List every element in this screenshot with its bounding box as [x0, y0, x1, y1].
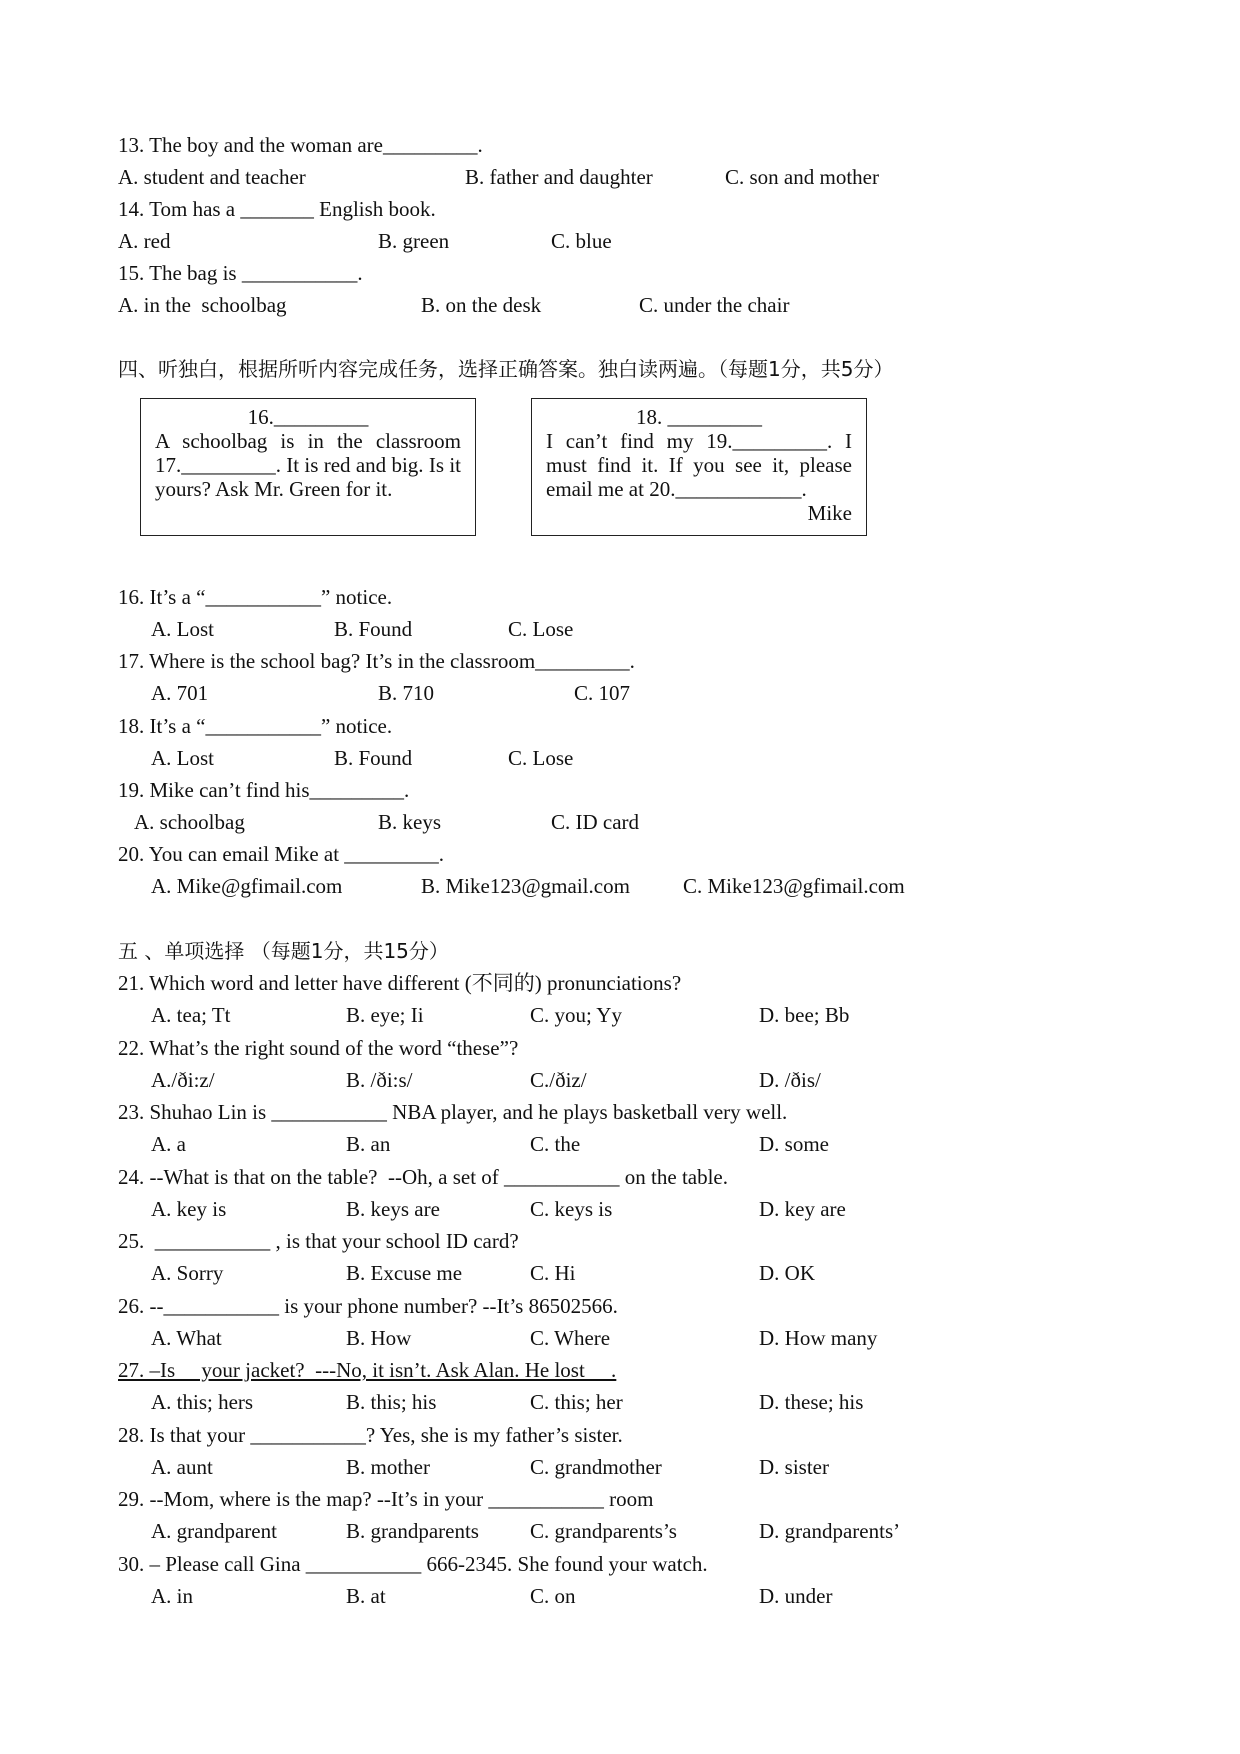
question-13-option-c: C. son and mother	[725, 165, 879, 189]
question-17-stem: 17. Where is the school bag? It’s in the classroom_________.	[118, 649, 635, 673]
question-29-option-d: D. grandparents’	[759, 1519, 901, 1543]
question-22-option-b: B. /ði:s/	[346, 1068, 413, 1092]
question-21-option-d: D. bee; Bb	[759, 1003, 850, 1027]
question-21-option-a: A. tea; Tt	[151, 1003, 231, 1027]
question-24-option-b: B. keys are	[346, 1197, 440, 1221]
question-18-option-c: C. Lose	[508, 746, 574, 770]
question-20-option-a: A. Mike@gfimail.com	[151, 874, 343, 898]
question-16-stem: 16. It’s a “___________” notice.	[118, 585, 393, 609]
part-5-heading: 五 、单项选择 （每题1分，共15分）	[118, 939, 449, 963]
question-18-option-b: B. Found	[334, 746, 413, 770]
question-26-option-b: B. How	[346, 1326, 412, 1350]
question-22-option-a: A./ði:z/	[151, 1068, 215, 1092]
question-30-option-b: B. at	[346, 1584, 386, 1608]
part-4-heading: 四、听独白，根据所听内容完成任务，选择正确答案。独白读两遍。（每题1分，共5分）	[118, 357, 894, 381]
question-16-option-a: A. Lost	[151, 617, 214, 641]
question-29-option-c: C. grandparents’s	[530, 1519, 677, 1543]
question-24-option-c: C. keys is	[530, 1197, 613, 1221]
question-17-option-c: C. 107	[574, 681, 631, 705]
question-29-option-b: B. grandparents	[346, 1519, 479, 1543]
question-28-stem: 28. Is that your ___________? Yes, she is my father’s sister.	[118, 1423, 623, 1447]
question-30-stem: 30. – Please call Gina ___________ 666-2345. She found your watch.	[118, 1552, 708, 1576]
question-15-option-c: C. under the chair	[639, 293, 790, 317]
question-16-option-c: C. Lose	[508, 617, 574, 641]
question-20-stem: 20. You can email Mike at _________.	[118, 842, 445, 866]
question-19-option-c: C. ID card	[551, 810, 640, 834]
notice-box-found	[140, 398, 476, 536]
question-25-stem: 25. ___________ , is that your school ID card?	[118, 1229, 519, 1253]
question-17-option-b: B. 710	[378, 681, 435, 705]
notice-box-lost-title: 18. _________	[636, 405, 762, 429]
question-27-option-b: B. this; his	[346, 1390, 437, 1414]
question-21-option-c: C. you; Yy	[530, 1003, 622, 1027]
question-28-option-b: B. mother	[346, 1455, 430, 1479]
question-25-option-d: D. OK	[759, 1261, 815, 1285]
question-20-option-c: C. Mike123@gfimail.com	[683, 874, 905, 898]
question-25-option-a: A. Sorry	[151, 1261, 224, 1285]
question-14-stem: 14. Tom has a _______ English book.	[118, 197, 436, 221]
notice-box-found-title: 16._________	[247, 405, 369, 429]
question-27-stem: 27. –Is your jacket? ---No, it isn’t. Ask Alan. He lost .	[118, 1358, 617, 1382]
question-23-option-a: A. a	[151, 1132, 186, 1156]
question-13-stem: 13. The boy and the woman are_________.	[118, 133, 483, 157]
question-19-stem: 19. Mike can’t find his_________.	[118, 778, 410, 802]
question-19-option-a: A. schoolbag	[134, 810, 245, 834]
question-23-option-b: B. an	[346, 1132, 391, 1156]
question-21-option-b: B. eye; Ii	[346, 1003, 424, 1027]
question-16-option-b: B. Found	[334, 617, 413, 641]
question-28-option-d: D. sister	[759, 1455, 829, 1479]
notice-box-lost	[531, 398, 867, 536]
question-15-option-b: B. on the desk	[421, 293, 542, 317]
question-29-option-a: A. grandparent	[151, 1519, 277, 1543]
question-13-option-a: A. student and teacher	[118, 165, 306, 189]
notice-box-lost-text: I can’t find my 19._________. I must find it. If you see it, please email me at 20.____________.	[546, 429, 852, 501]
question-22-option-c: C./ðiz/	[530, 1068, 587, 1092]
question-14-option-c: C. blue	[551, 229, 612, 253]
question-24-option-a: A. key is	[151, 1197, 227, 1221]
question-23-option-d: D. some	[759, 1132, 829, 1156]
question-22-option-d: D. /ðis/	[759, 1068, 821, 1092]
question-26-option-d: D. How many	[759, 1326, 878, 1350]
question-25-option-b: B. Excuse me	[346, 1261, 463, 1285]
question-14-option-b: B. green	[378, 229, 450, 253]
question-18-stem: 18. It’s a “___________” notice.	[118, 714, 393, 738]
question-30-option-a: A. in	[151, 1584, 193, 1608]
question-26-option-a: A. What	[151, 1326, 222, 1350]
question-25-option-c: C. Hi	[530, 1261, 576, 1285]
question-19-option-b: B. keys	[378, 810, 441, 834]
question-14-option-a: A. red	[118, 229, 171, 253]
question-29-stem: 29. --Mom, where is the map? --It’s in your ___________ room	[118, 1487, 654, 1511]
question-26-stem: 26. --___________ is your phone number? --It’s 86502566.	[118, 1294, 618, 1318]
question-18-option-a: A. Lost	[151, 746, 214, 770]
question-13-option-b: B. father and daughter	[465, 165, 653, 189]
question-27-option-a: A. this; hers	[151, 1390, 254, 1414]
question-24-option-d: D. key are	[759, 1197, 846, 1221]
question-27-option-d: D. these; his	[759, 1390, 864, 1414]
question-30-option-d: D. under	[759, 1584, 833, 1608]
notice-box-lost-signature: Mike	[807, 501, 852, 525]
question-15-stem: 15. The bag is ___________.	[118, 261, 363, 285]
question-30-option-c: C. on	[530, 1584, 576, 1608]
question-22-stem: 22. What’s the right sound of the word “these”?	[118, 1036, 519, 1060]
question-23-stem: 23. Shuhao Lin is ___________ NBA player, and he plays basketball very well.	[118, 1100, 788, 1124]
question-28-option-c: C. grandmother	[530, 1455, 662, 1479]
question-24-stem: 24. --What is that on the table? --Oh, a set of ___________ on the table.	[118, 1165, 729, 1189]
question-27-option-c: C. this; her	[530, 1390, 623, 1414]
question-26-option-c: C. Where	[530, 1326, 611, 1350]
question-21-stem: 21. Which word and letter have different (不同的) pronunciations?	[118, 971, 682, 995]
question-15-option-a: A. in the schoolbag	[118, 293, 287, 317]
question-17-option-a: A. 701	[151, 681, 209, 705]
question-23-option-c: C. the	[530, 1132, 581, 1156]
question-20-option-b: B. Mike123@gmail.com	[421, 874, 630, 898]
question-28-option-a: A. aunt	[151, 1455, 213, 1479]
notice-box-found-text: A schoolbag is in the classroom 17._________. It is red and big. Is it yours? Ask Mr. Green for it.	[155, 429, 461, 501]
